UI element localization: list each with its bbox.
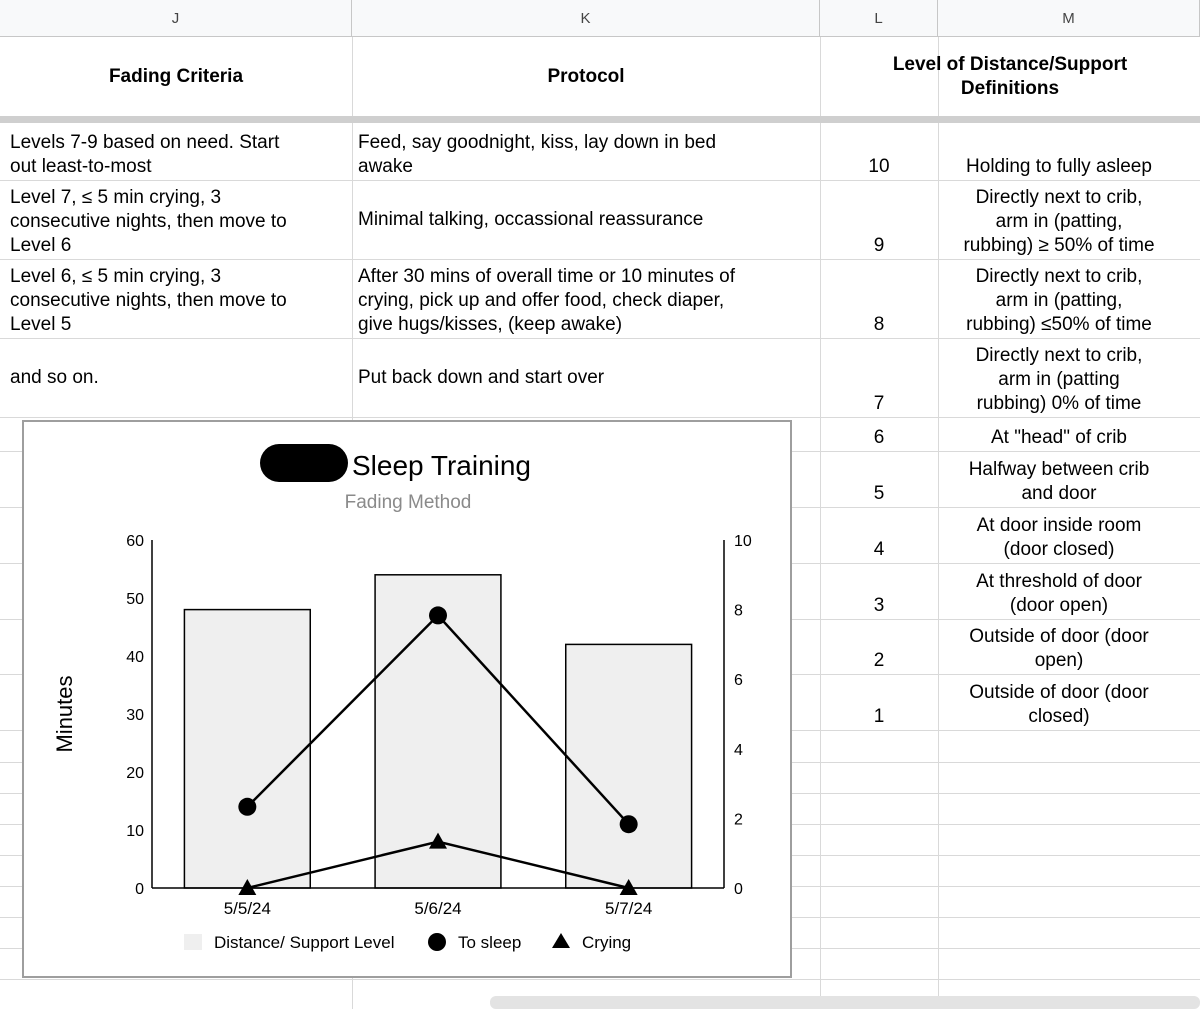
grid-line	[0, 979, 1200, 980]
header-level-definitions[interactable]: Level of Distance/Support Definitions	[892, 54, 1128, 99]
cell-definition-5[interactable]: At "head" of crib	[990, 427, 1127, 448]
cell-definition-1[interactable]: Holding to fully asleep	[966, 156, 1152, 177]
legend-swatch-crying	[552, 933, 570, 948]
cell-protocol-4[interactable]: Put back down and start over	[358, 366, 605, 388]
cell-definition-4[interactable]: Directly next to crib, arm in (patting rubbing) 0% of time	[975, 345, 1143, 414]
cell-level-10[interactable]: 1	[873, 706, 885, 727]
x-tick-label: 5/5/24	[223, 899, 271, 918]
y-tick-label: 20	[126, 765, 144, 782]
cell-protocol-3[interactable]: After 30 mins of overall time or 10 minutes of crying, pick up and offer food, check diaper, give hugs/kisses, (keep awake)	[358, 266, 735, 335]
y2-tick-label: 8	[734, 602, 743, 620]
cell-criteria-1[interactable]: Levels 7-9 based on need. Start out least-to-most	[10, 132, 280, 177]
cell-criteria-4[interactable]: and so on.	[10, 366, 99, 388]
point-to-sleep	[238, 798, 256, 816]
redacted-name-block	[260, 444, 348, 482]
y2-tick-label: 4	[734, 741, 743, 759]
point-to-sleep	[620, 815, 638, 833]
y-tick-label: 30	[126, 707, 144, 724]
legend-label-crying: Crying	[582, 933, 632, 952]
cell-criteria-3[interactable]: Level 6, ≤ 5 min crying, 3 consecutive nights, then move to Level 5	[10, 266, 287, 335]
cell-definition-6[interactable]: Halfway between crib and door	[968, 459, 1150, 504]
column-header-l[interactable]: L	[820, 0, 938, 37]
y-tick-label: 50	[126, 591, 144, 608]
y2-tick-label: 10	[734, 533, 752, 550]
horizontal-scrollbar[interactable]	[490, 996, 1200, 1009]
cell-definition-7[interactable]: At door inside room (door closed)	[976, 515, 1142, 560]
legend-label-to-sleep: To sleep	[458, 933, 522, 952]
legend-swatch-distance-support-level	[184, 934, 202, 950]
bar-distance-support-level	[184, 610, 310, 888]
header-fading-criteria[interactable]: Fading Criteria	[108, 66, 244, 87]
column-header-j[interactable]: J	[0, 0, 352, 37]
y-axis-label: Minutes	[52, 675, 77, 753]
cell-definition-9[interactable]: Outside of door (door open)	[969, 626, 1149, 671]
y-tick-label: 40	[126, 649, 144, 666]
cell-level-6[interactable]: 5	[873, 483, 885, 504]
x-tick-label: 5/7/24	[605, 899, 653, 918]
y-tick-label: 60	[126, 533, 144, 550]
cell-definition-8[interactable]: At threshold of door (door open)	[976, 571, 1142, 616]
cell-level-8[interactable]: 3	[873, 595, 885, 616]
y2-tick-label: 2	[734, 811, 743, 829]
legend-label-distance-support-level: Distance/ Support Level	[214, 933, 395, 952]
bar-distance-support-level	[566, 644, 692, 888]
chart-title: Sleep Training	[352, 450, 532, 481]
cell-level-4[interactable]: 7	[873, 393, 885, 414]
y-tick-label: 10	[126, 823, 144, 840]
legend-swatch-to-sleep	[428, 933, 446, 951]
chart-canvas	[24, 422, 790, 976]
point-to-sleep	[429, 606, 447, 624]
cell-level-2[interactable]: 9	[873, 235, 885, 256]
cell-definition-2[interactable]: Directly next to crib, arm in (patting, rubbing) ≥ 50% of time	[963, 187, 1155, 256]
cell-level-3[interactable]: 8	[873, 314, 885, 335]
y-tick-label: 0	[135, 881, 144, 898]
cell-definition-3[interactable]: Directly next to crib, arm in (patting, rubbing) ≤50% of time	[966, 266, 1152, 335]
column-header-m[interactable]: M	[938, 0, 1200, 37]
cell-level-5[interactable]: 6	[873, 427, 885, 448]
frozen-row-divider[interactable]	[0, 116, 1200, 123]
column-header-k[interactable]: K	[352, 0, 820, 37]
cell-criteria-2[interactable]: Level 7, ≤ 5 min crying, 3 consecutive nights, then move to Level 6	[10, 187, 287, 256]
chart-subtitle: Fading Method	[344, 492, 472, 513]
cell-protocol-2[interactable]: Minimal talking, occassional reassurance	[358, 208, 704, 230]
y2-tick-label: 6	[734, 672, 743, 690]
y2-tick-label: 0	[734, 881, 743, 898]
embedded-chart[interactable]	[22, 420, 792, 978]
header-protocol[interactable]: Protocol	[547, 66, 625, 87]
cell-level-1[interactable]: 10	[868, 156, 890, 177]
x-tick-label: 5/6/24	[414, 899, 462, 918]
cell-level-7[interactable]: 4	[873, 539, 885, 560]
cell-level-9[interactable]: 2	[873, 650, 885, 671]
cell-protocol-1[interactable]: Feed, say goodnight, kiss, lay down in bed awake	[358, 132, 717, 177]
cell-definition-10[interactable]: Outside of door (door closed)	[969, 682, 1149, 727]
